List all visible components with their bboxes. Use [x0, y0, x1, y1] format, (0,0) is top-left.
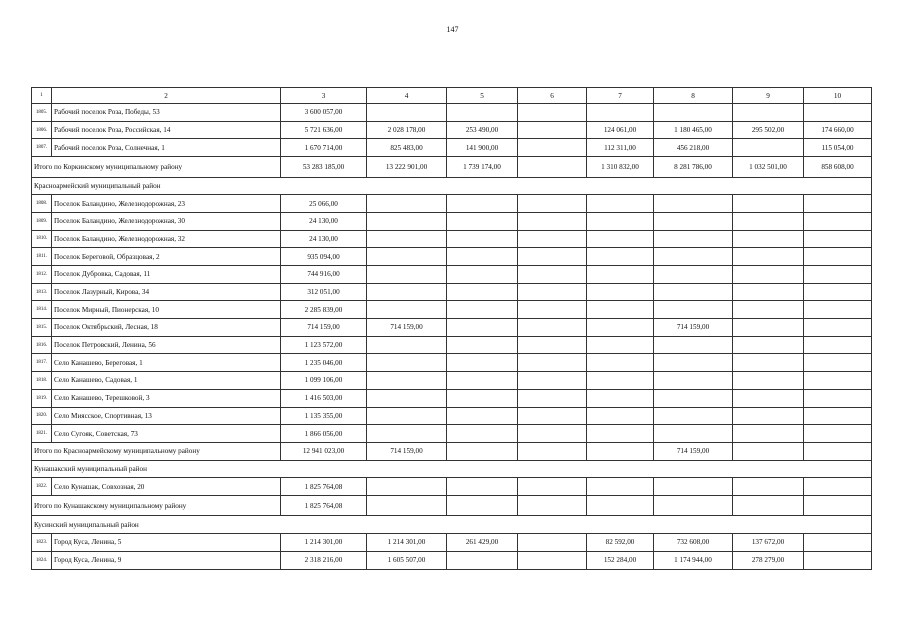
row-number: 1813.	[32, 283, 52, 301]
value-col-6	[518, 389, 587, 407]
value-col-6	[518, 319, 587, 337]
value-col-7: 124 061,00	[587, 121, 654, 139]
table-row	[32, 195, 872, 213]
value-col-9	[733, 230, 804, 248]
value-col-8	[654, 425, 733, 443]
table-row	[32, 301, 872, 319]
row-number: 1811.	[32, 248, 52, 266]
value-col-5	[447, 301, 518, 319]
value-col-4	[367, 336, 447, 354]
address-cell: Поселок Дубровка, Садовая, 11	[52, 266, 281, 284]
row-number: 1809.	[32, 212, 52, 230]
table-row	[32, 407, 872, 425]
value-col-5	[447, 336, 518, 354]
column-header-7: 7	[587, 88, 654, 104]
value-col-5: 261 429,00	[447, 534, 518, 552]
value-col-4	[367, 195, 447, 213]
page-number: 147	[446, 25, 459, 34]
value-col-7	[587, 283, 654, 301]
row-number: 1814.	[32, 301, 52, 319]
value-col-5: 141 900,00	[447, 139, 518, 157]
value-col-7	[587, 104, 654, 122]
address-cell: Село Канашево, Садовая, 1	[52, 372, 281, 390]
value-col-7	[587, 442, 654, 460]
value-col-6	[518, 104, 587, 122]
table-row	[32, 266, 872, 284]
value-col-3: 1 825 764,08	[281, 495, 367, 516]
value-col-4	[367, 372, 447, 390]
column-header-3: 3	[281, 88, 367, 104]
table-row	[32, 139, 872, 157]
value-col-5	[447, 266, 518, 284]
row-number: 1805.	[32, 104, 52, 122]
value-col-9: 295 502,00	[733, 121, 804, 139]
address-cell: Поселок Береговой, Образцовая, 2	[52, 248, 281, 266]
value-col-3: 744 916,00	[281, 266, 367, 284]
value-col-3: 1 099 106,00	[281, 372, 367, 390]
value-col-10	[804, 266, 872, 284]
value-col-7: 152 284,00	[587, 551, 654, 569]
value-col-3: 1 825 764,08	[281, 478, 367, 496]
value-col-8	[654, 336, 733, 354]
row-number: 1823.	[32, 534, 52, 552]
value-col-6	[518, 407, 587, 425]
value-col-6	[518, 283, 587, 301]
total-label: Итого по Красноармейскому муниципальному району	[32, 442, 281, 460]
value-col-9	[733, 478, 804, 496]
value-col-10	[804, 301, 872, 319]
value-col-6	[518, 495, 587, 516]
value-col-7	[587, 230, 654, 248]
row-number: 1822.	[32, 478, 52, 496]
value-col-7	[587, 372, 654, 390]
value-col-4	[367, 425, 447, 443]
table-row	[32, 248, 872, 266]
total-label: Итого по Кунашакскому муниципальному району	[32, 495, 281, 516]
value-col-10	[804, 283, 872, 301]
value-col-8: 732 608,00	[654, 534, 733, 552]
value-col-3: 2 318 216,00	[281, 551, 367, 569]
value-col-5	[447, 551, 518, 569]
value-col-7	[587, 336, 654, 354]
value-col-4	[367, 407, 447, 425]
value-col-8	[654, 230, 733, 248]
address-cell: Рабочий поселок Роза, Российская, 14	[52, 121, 281, 139]
column-header-6: 6	[518, 88, 587, 104]
value-col-3: 1 123 572,00	[281, 336, 367, 354]
value-col-3: 12 941 023,00	[281, 442, 367, 460]
value-col-5	[447, 230, 518, 248]
value-col-10	[804, 534, 872, 552]
value-col-9	[733, 212, 804, 230]
address-cell: Рабочий поселок Роза, Солнечная, 1	[52, 139, 281, 157]
value-col-6	[518, 425, 587, 443]
value-col-7	[587, 425, 654, 443]
value-col-10	[804, 336, 872, 354]
value-col-3: 1 135 355,00	[281, 407, 367, 425]
address-cell: Село Мияcское, Спортивная, 13	[52, 407, 281, 425]
table-row	[32, 425, 872, 443]
address-cell: Город Куса, Ленина, 5	[52, 534, 281, 552]
value-col-6	[518, 230, 587, 248]
row-number: 1818.	[32, 372, 52, 390]
value-col-5: 1 739 174,00	[447, 157, 518, 178]
value-col-10: 115 054,00	[804, 139, 872, 157]
value-col-8	[654, 407, 733, 425]
value-col-6	[518, 212, 587, 230]
value-col-9	[733, 354, 804, 372]
value-col-9: 1 032 501,00	[733, 157, 804, 178]
value-col-3: 312 051,00	[281, 283, 367, 301]
value-col-4	[367, 283, 447, 301]
section-title: Кунашакский муниципальный район	[32, 460, 872, 478]
value-col-6	[518, 157, 587, 178]
column-header-4: 4	[367, 88, 447, 104]
row-number: 1806.	[32, 121, 52, 139]
value-col-6	[518, 248, 587, 266]
table-row	[32, 534, 872, 552]
value-col-5	[447, 354, 518, 372]
value-col-3: 53 283 185,00	[281, 157, 367, 178]
row-number: 1820.	[32, 407, 52, 425]
value-col-4: 2 028 178,00	[367, 121, 447, 139]
value-col-8	[654, 495, 733, 516]
value-col-4	[367, 495, 447, 516]
value-col-6	[518, 354, 587, 372]
value-col-5	[447, 195, 518, 213]
value-col-8	[654, 283, 733, 301]
value-col-8: 1 180 465,00	[654, 121, 733, 139]
total-row	[32, 442, 872, 460]
value-col-4: 1 214 301,00	[367, 534, 447, 552]
value-col-10	[804, 248, 872, 266]
row-number: 1819.	[32, 389, 52, 407]
value-col-7	[587, 301, 654, 319]
table-row	[32, 372, 872, 390]
value-col-10	[804, 195, 872, 213]
value-col-4: 714 159,00	[367, 319, 447, 337]
value-col-8	[654, 266, 733, 284]
value-col-4	[367, 212, 447, 230]
value-col-7	[587, 495, 654, 516]
value-col-5	[447, 319, 518, 337]
column-header-5: 5	[447, 88, 518, 104]
value-col-4	[367, 354, 447, 372]
value-col-5	[447, 442, 518, 460]
value-col-5: 253 490,00	[447, 121, 518, 139]
value-col-6	[518, 266, 587, 284]
value-col-8	[654, 478, 733, 496]
value-col-5	[447, 407, 518, 425]
value-col-10	[804, 354, 872, 372]
value-col-9	[733, 248, 804, 266]
value-col-3: 24 130,00	[281, 230, 367, 248]
value-col-8: 1 174 944,00	[654, 551, 733, 569]
value-col-10	[804, 212, 872, 230]
value-col-8	[654, 104, 733, 122]
total-row	[32, 495, 872, 516]
table-row	[32, 354, 872, 372]
value-col-3: 1 214 301,00	[281, 534, 367, 552]
row-number: 1815.	[32, 319, 52, 337]
value-col-10	[804, 372, 872, 390]
value-col-4: 1 605 507,00	[367, 551, 447, 569]
value-col-9	[733, 407, 804, 425]
row-number: 1812.	[32, 266, 52, 284]
value-col-8: 456 218,00	[654, 139, 733, 157]
value-col-6	[518, 534, 587, 552]
value-col-3: 1 416 503,00	[281, 389, 367, 407]
value-col-5	[447, 478, 518, 496]
value-col-9	[733, 425, 804, 443]
address-cell: Поселок Октябрьский, Лесная, 18	[52, 319, 281, 337]
value-col-7: 112 311,00	[587, 139, 654, 157]
value-col-9	[733, 266, 804, 284]
value-col-3: 935 094,00	[281, 248, 367, 266]
column-header-8: 8	[654, 88, 733, 104]
value-col-4	[367, 248, 447, 266]
value-col-6	[518, 336, 587, 354]
value-col-8: 714 159,00	[654, 319, 733, 337]
value-col-10	[804, 442, 872, 460]
row-number: 1816.	[32, 336, 52, 354]
value-col-10	[804, 478, 872, 496]
value-col-10	[804, 407, 872, 425]
table-row	[32, 121, 872, 139]
table-row	[32, 389, 872, 407]
column-header-1: 1	[32, 88, 52, 104]
address-cell: Село Канашево, Береговая, 1	[52, 354, 281, 372]
value-col-9	[733, 139, 804, 157]
value-col-3: 714 159,00	[281, 319, 367, 337]
value-col-8: 8 281 786,00	[654, 157, 733, 178]
address-cell: Село Сугояк, Советская, 73	[52, 425, 281, 443]
address-cell: Поселок Лазурный, Кирова, 34	[52, 283, 281, 301]
value-col-7	[587, 212, 654, 230]
value-col-3: 3 600 057,00	[281, 104, 367, 122]
address-cell: Поселок Баландино, Железнодорожная, 30	[52, 212, 281, 230]
address-cell: Поселок Петровский, Ленина, 56	[52, 336, 281, 354]
value-col-7: 1 310 832,00	[587, 157, 654, 178]
value-col-6	[518, 372, 587, 390]
table-row	[32, 212, 872, 230]
value-col-10	[804, 389, 872, 407]
value-col-8	[654, 301, 733, 319]
section-row	[32, 516, 872, 534]
value-col-9	[733, 104, 804, 122]
value-col-4: 13 222 901,00	[367, 157, 447, 178]
section-title: Красноармейский муниципальный район	[32, 177, 872, 195]
value-col-3: 1 670 714,00	[281, 139, 367, 157]
header-row	[32, 88, 872, 104]
value-col-8	[654, 212, 733, 230]
value-col-8	[654, 195, 733, 213]
section-row	[32, 460, 872, 478]
address-cell: Поселок Мирный, Пионерская, 10	[52, 301, 281, 319]
value-col-5	[447, 372, 518, 390]
address-cell: Село Кунашак, Совхозная, 20	[52, 478, 281, 496]
address-cell: Село Канашево, Терешковой, 3	[52, 389, 281, 407]
row-number: 1810.	[32, 230, 52, 248]
column-header-9: 9	[733, 88, 804, 104]
value-col-7: 82 592,00	[587, 534, 654, 552]
column-header-10: 10	[804, 88, 872, 104]
column-header-2: 2	[52, 88, 281, 104]
value-col-9: 137 672,00	[733, 534, 804, 552]
value-col-3: 24 130,00	[281, 212, 367, 230]
table-row	[32, 104, 872, 122]
section-title: Кусинский муниципальный район	[32, 516, 872, 534]
value-col-9	[733, 372, 804, 390]
table-row	[32, 319, 872, 337]
value-col-4	[367, 301, 447, 319]
value-col-6	[518, 195, 587, 213]
value-col-7	[587, 389, 654, 407]
value-col-5	[447, 425, 518, 443]
table-row	[32, 551, 872, 569]
value-col-4	[367, 266, 447, 284]
value-col-10	[804, 319, 872, 337]
row-number: 1807.	[32, 139, 52, 157]
value-col-4: 714 159,00	[367, 442, 447, 460]
value-col-4: 825 483,00	[367, 139, 447, 157]
value-col-7	[587, 319, 654, 337]
value-col-7	[587, 248, 654, 266]
value-col-6	[518, 301, 587, 319]
housing-register-table	[31, 87, 872, 570]
value-col-4	[367, 230, 447, 248]
value-col-10: 858 608,00	[804, 157, 872, 178]
value-col-9	[733, 195, 804, 213]
value-col-7	[587, 266, 654, 284]
value-col-3: 5 721 636,00	[281, 121, 367, 139]
value-col-6	[518, 551, 587, 569]
value-col-10	[804, 551, 872, 569]
value-col-10: 174 660,00	[804, 121, 872, 139]
value-col-7	[587, 407, 654, 425]
table-row	[32, 283, 872, 301]
value-col-6	[518, 442, 587, 460]
value-col-5	[447, 212, 518, 230]
value-col-3: 25 066,00	[281, 195, 367, 213]
address-cell: Город Куса, Ленина, 9	[52, 551, 281, 569]
value-col-6	[518, 478, 587, 496]
value-col-8	[654, 389, 733, 407]
value-col-7	[587, 354, 654, 372]
value-col-6	[518, 121, 587, 139]
value-col-9	[733, 283, 804, 301]
address-cell: Поселок Баландино, Железнодорожная, 23	[52, 195, 281, 213]
table-row	[32, 478, 872, 496]
value-col-8	[654, 372, 733, 390]
value-col-9	[733, 319, 804, 337]
address-cell: Поселок Баландино, Железнодорожная, 32	[52, 230, 281, 248]
value-col-4	[367, 478, 447, 496]
value-col-10	[804, 230, 872, 248]
value-col-4	[367, 104, 447, 122]
value-col-8	[654, 354, 733, 372]
value-col-5	[447, 283, 518, 301]
value-col-9: 278 279,00	[733, 551, 804, 569]
row-number: 1821.	[32, 425, 52, 443]
value-col-7	[587, 478, 654, 496]
value-col-5	[447, 389, 518, 407]
value-col-9	[733, 336, 804, 354]
value-col-10	[804, 104, 872, 122]
total-row	[32, 157, 872, 178]
value-col-9	[733, 495, 804, 516]
row-number: 1824.	[32, 551, 52, 569]
section-row	[32, 177, 872, 195]
value-col-9	[733, 389, 804, 407]
value-col-9	[733, 442, 804, 460]
value-col-5	[447, 248, 518, 266]
value-col-9	[733, 301, 804, 319]
value-col-6	[518, 139, 587, 157]
value-col-8	[654, 248, 733, 266]
row-number: 1808.	[32, 195, 52, 213]
address-cell: Рабочий поселок Роза, Победы, 53	[52, 104, 281, 122]
table-row	[32, 336, 872, 354]
value-col-8: 714 159,00	[654, 442, 733, 460]
table-row	[32, 230, 872, 248]
value-col-10	[804, 425, 872, 443]
row-number: 1817.	[32, 354, 52, 372]
value-col-3: 2 285 839,00	[281, 301, 367, 319]
value-col-4	[367, 389, 447, 407]
total-label: Итого по Коркинскому муниципальному району	[32, 157, 281, 178]
value-col-5	[447, 104, 518, 122]
value-col-3: 1 866 056,00	[281, 425, 367, 443]
value-col-3: 1 235 046,00	[281, 354, 367, 372]
value-col-7	[587, 195, 654, 213]
value-col-5	[447, 495, 518, 516]
value-col-10	[804, 495, 872, 516]
